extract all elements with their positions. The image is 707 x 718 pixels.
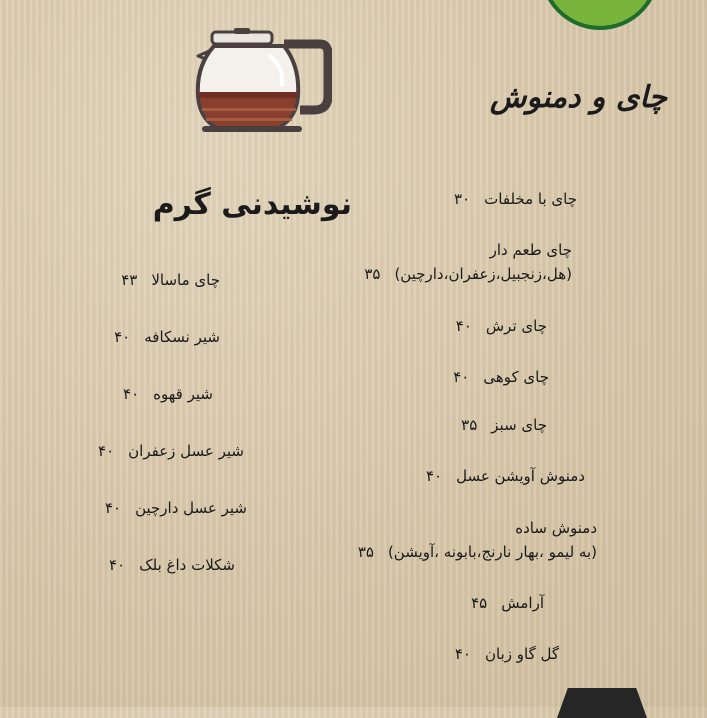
item-price: ۴۰ bbox=[455, 317, 472, 335]
item-desc: (به لیمو ،بهار نارنج،بابونه ،آویشن) bbox=[387, 543, 597, 561]
item-name: چای با مخلفات bbox=[484, 190, 577, 208]
item-price: ۴۰ bbox=[98, 442, 115, 460]
item-price: ۳۰ bbox=[454, 190, 471, 208]
menu-item bbox=[98, 442, 244, 460]
item-price: ۳۵ bbox=[364, 265, 381, 283]
item-price: ۴۰ bbox=[104, 499, 122, 517]
item-price: ۳۵ bbox=[357, 543, 374, 561]
item-price: ۴۰ bbox=[114, 328, 131, 346]
menu-item bbox=[471, 594, 544, 612]
item-name: شیر قهوه bbox=[153, 385, 213, 403]
menu-item bbox=[114, 328, 220, 346]
item-name: شیر نسکافه bbox=[144, 328, 220, 346]
section-title-hot-drinks: نوشیدنی گرم bbox=[152, 187, 352, 222]
item-name: چای طعم دار bbox=[489, 241, 572, 259]
item-price: ۴۰ bbox=[454, 645, 471, 663]
item-name: چای ماسالا bbox=[151, 271, 220, 289]
item-name: دمنوش ساده bbox=[515, 519, 597, 537]
item-desc: (هل،زنجبیل،زعفران،دارچین) bbox=[394, 265, 572, 283]
menu-item bbox=[358, 516, 597, 564]
menu-item bbox=[461, 416, 547, 434]
item-name: شکلات داغ بلک bbox=[139, 556, 235, 574]
item-name: شیر عسل دارچین bbox=[135, 499, 247, 517]
item-name: دمنوش آویشن عسل bbox=[456, 467, 585, 485]
section-title-tea: چای و دمنوش bbox=[489, 80, 667, 115]
item-price: ۴۳ bbox=[121, 271, 138, 289]
item-name: چای سبز bbox=[491, 416, 547, 434]
item-name: چای ترش bbox=[485, 317, 547, 335]
menu-item bbox=[456, 317, 547, 335]
bottom-tab-decoration bbox=[557, 688, 647, 718]
menu-item bbox=[364, 238, 572, 286]
item-price: ۴۰ bbox=[453, 368, 470, 386]
item-price: ۴۰ bbox=[425, 467, 443, 485]
menu-item bbox=[454, 190, 577, 208]
item-name: چای کوهی bbox=[483, 368, 549, 386]
menu-item bbox=[123, 385, 213, 403]
menu-item bbox=[109, 556, 235, 574]
item-name: گل گاو زبان bbox=[485, 645, 559, 663]
item-price: ۳۵ bbox=[461, 416, 478, 434]
coffee-pot-icon bbox=[192, 26, 332, 136]
menu-item bbox=[426, 467, 585, 485]
item-price: ۴۵ bbox=[471, 594, 488, 612]
logo-badge bbox=[540, 0, 660, 30]
item-name: شیر عسل زعفران bbox=[128, 442, 244, 460]
menu-item bbox=[453, 368, 549, 386]
menu-item bbox=[121, 271, 220, 289]
menu-item bbox=[105, 499, 247, 517]
menu-item bbox=[455, 645, 559, 663]
item-price: ۴۰ bbox=[109, 556, 126, 574]
item-name: آرامش bbox=[501, 594, 544, 612]
item-price: ۴۰ bbox=[123, 385, 140, 403]
